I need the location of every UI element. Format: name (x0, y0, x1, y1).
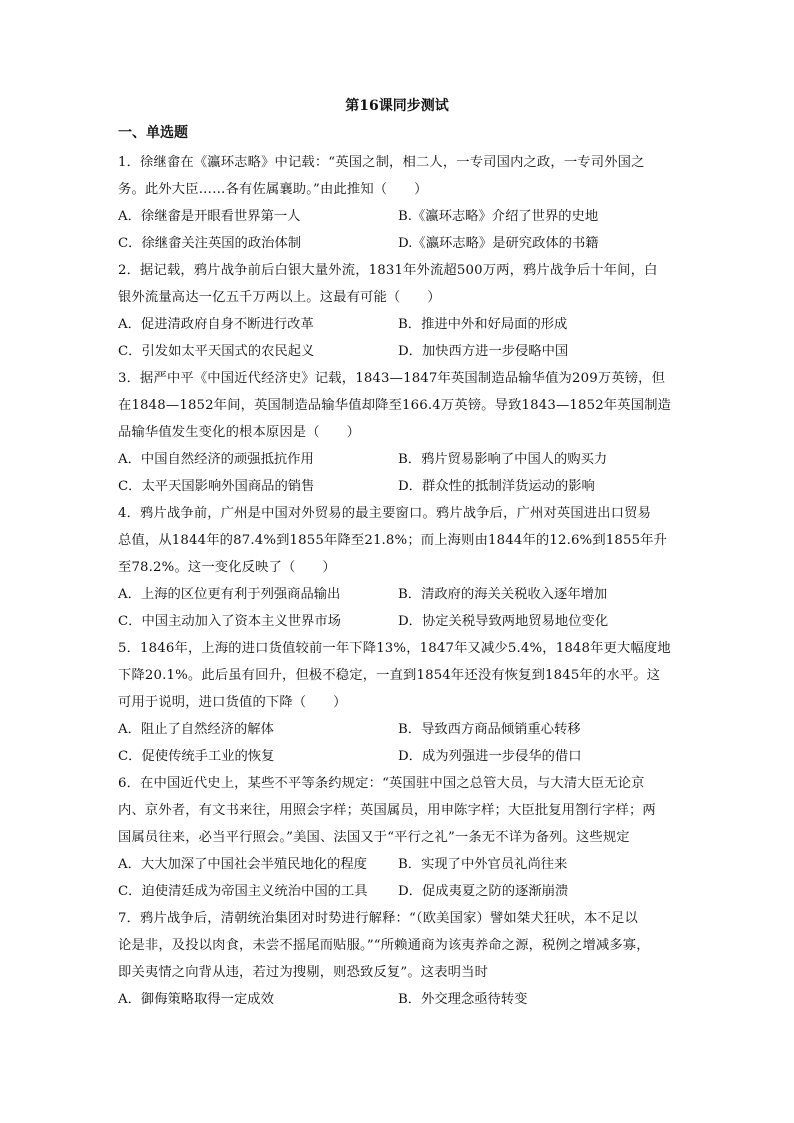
option-B[interactable]: B．推进中外和好局面的形成 (398, 317, 568, 332)
option-B[interactable]: B．鸦片贸易影响了中国人的购买力 (398, 452, 608, 467)
option-D[interactable]: D．协定关税导致两地贸易地位变化 (398, 614, 609, 629)
question-6 (118, 770, 678, 905)
question-stem-line: 银外流量高达一亿五千万两以上。这最有可能（ ） (118, 290, 441, 305)
question-7 (118, 905, 678, 1013)
option-A[interactable]: A．徐继畲是开眼看世界第一人 (118, 209, 301, 224)
question-stem-line: 4．鸦片战争前，广州是中国对外贸易的最主要窗口。鸦片战争后，广州对英国进出口贸易 (118, 506, 652, 521)
question-stem-line: 至78.2%。这一变化反映了（ ） (118, 560, 336, 575)
question-stem-line: 品输华值发生变化的根本原因是（ ） (118, 425, 361, 440)
question-stem-line: 1．徐继畲在《瀛环志略》中记载：“英国之制，相二人，一专司国内之政，一专司外国之 (118, 155, 645, 170)
option-D[interactable]: D．促成夷夏之防的逐渐崩溃 (398, 884, 569, 899)
option-C[interactable]: C．促使传统手工业的恢复 (118, 749, 275, 764)
question-stem-line: 2．据记载，鸦片战争前后白银大量外流，1831年外流超500万两，鸦片战争后十年间，白 (118, 263, 658, 278)
option-A[interactable]: A．阻止了自然经济的解体 (118, 722, 274, 737)
option-row (118, 716, 678, 743)
option-C[interactable]: C．徐继畲关注英国的政治体制 (118, 236, 302, 251)
option-D[interactable]: D.《瀛环志略》是研究政体的书籍 (398, 236, 599, 251)
section-heading: 一、单选题 (118, 125, 188, 141)
option-row (118, 878, 678, 905)
question-2 (118, 257, 678, 365)
question-stem-line: 务。此外大臣……各有佐属襄助。”由此推知（ ） (118, 182, 428, 197)
question-stem-line: 5．1846年，上海的进口货值较前一年下降13%，1847年又减少5.4%，1848年更大幅度地 (118, 641, 671, 656)
option-B[interactable]: B．清政府的海关关税收入逐年增加 (398, 587, 608, 602)
option-B[interactable]: B．实现了中外官员礼尚往来 (398, 857, 568, 872)
question-stem-line: 论是非，及投以肉食，未尝不摇尾而贴服。”“所赖通商为该夷养命之源，税例之增减多寡， (118, 938, 650, 953)
option-A[interactable]: A．大大加深了中国社会半殖民地化的程度 (118, 857, 367, 872)
question-list (118, 149, 678, 1013)
option-D[interactable]: D．群众性的抵制洋货运动的影响 (398, 479, 595, 494)
option-C[interactable]: C．中国主动加入了资本主义世界市场 (118, 614, 341, 629)
option-row (118, 473, 678, 500)
question-stem-line: 即关夷情之向背从违，若过为搜剔，则恐致反复”。这表明当时 (118, 965, 489, 980)
option-A[interactable]: A．促进清政府自身不断进行改革 (118, 317, 314, 332)
option-row (118, 203, 678, 230)
option-C[interactable]: C．迫使清廷成为帝国主义统治中国的工具 (118, 884, 368, 899)
question-stem-line: 内、京外者，有文书来往，用照会字样；英国属员，用申陈字样；大臣批复用劄行字样；两 (118, 803, 656, 818)
option-B[interactable]: B．外交理念亟待转变 (398, 992, 528, 1007)
option-row (118, 608, 678, 635)
option-C[interactable]: C．太平天国影响外国商品的销售 (118, 479, 315, 494)
option-B[interactable]: B.《瀛环志略》介绍了世界的史地 (398, 209, 599, 224)
option-D[interactable]: D．加快西方进一步侵略中国 (398, 344, 569, 359)
option-row (118, 230, 678, 257)
question-stem-line: 国属员往来，必当平行照会。”美国、法国又于“平行之礼”一条无不详为备列。这些规定 (118, 830, 630, 845)
option-row (118, 743, 678, 770)
option-B[interactable]: B．导致西方商品倾销重心转移 (398, 722, 581, 737)
option-A[interactable]: A．上海的区位更有利于列强商品输出 (118, 587, 341, 602)
question-5 (118, 635, 678, 770)
option-row (118, 986, 678, 1013)
option-A[interactable]: A．御侮策略取得一定成效 (118, 992, 274, 1007)
option-row (118, 446, 678, 473)
question-4 (118, 500, 678, 635)
question-stem-line: 下降20.1%。此后虽有回升，但极不稳定，一直到1854年还没有恢复到1845年的水平。这 (118, 668, 661, 683)
option-row (118, 338, 678, 365)
page-title: 第16课同步测试 (345, 98, 449, 114)
option-row (118, 581, 678, 608)
question-1 (118, 149, 678, 257)
option-A[interactable]: A．中国自然经济的顽强抵抗作用 (118, 452, 314, 467)
option-C[interactable]: C．引发如太平天国式的农民起义 (118, 344, 315, 359)
question-stem-line: 在1848—1852年间，英国制造品输华值却降至166.4万英镑。导致1843—1852年英国制造 (118, 398, 672, 413)
question-stem-line: 总值，从1844年的87.4%到1855年降至21.8%；而上海则由1844年的12.6%到1855年升 (118, 533, 668, 548)
question-stem-line: 可用于说明，进口货值的下降（ ） (118, 695, 347, 710)
question-stem-line: 7．鸦片战争后，清朝统治集团对时势进行解释：“（欧美国家）譬如桀犬狂吠，本不足以 (118, 911, 638, 926)
option-row (118, 311, 678, 338)
option-row (118, 851, 678, 878)
option-D[interactable]: D．成为列强进一步侵华的借口 (398, 749, 582, 764)
question-stem-line: 3．据严中平《中国近代经济史》记载，1843—1847年英国制造品输华值为209万英镑，但 (118, 371, 666, 386)
question-stem-line: 6．在中国近代史上，某些不平等条约规定：“英国驻中国之总管大员，与大清大臣无论京 (118, 776, 645, 791)
question-3 (118, 365, 678, 500)
